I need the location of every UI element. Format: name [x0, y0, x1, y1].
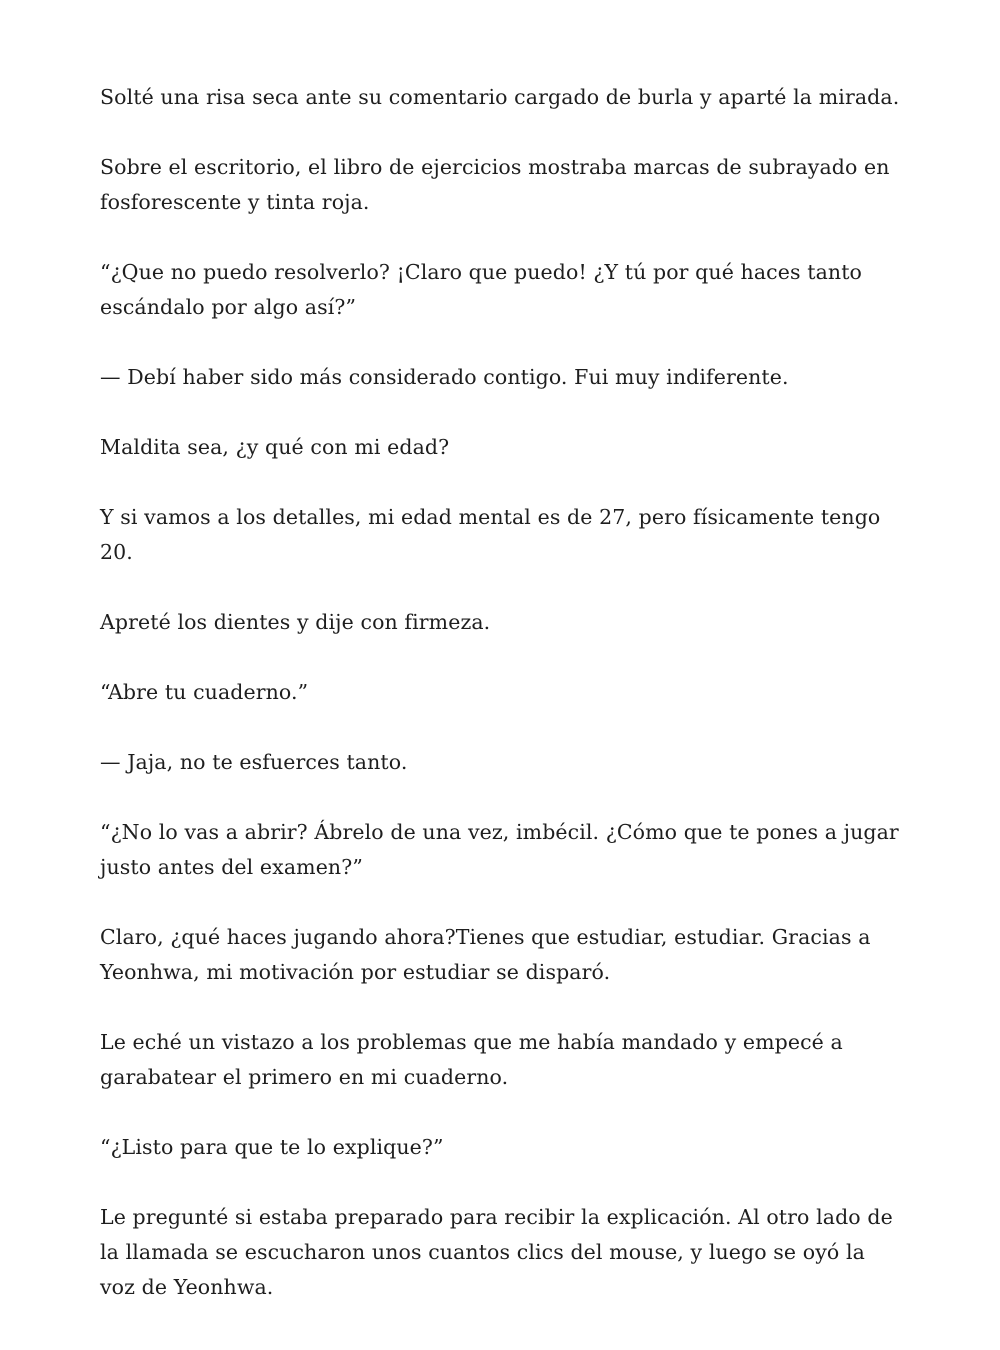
paragraph-10: “¿No lo vas a abrir? Ábrelo de una vez, imbécil. ¿Cómo que te pones a jugar justo antes del examen?” [100, 820, 899, 879]
paragraph-9: — Jaja, no te esfuerces tanto. [100, 750, 408, 774]
paragraph-12: Le eché un vistazo a los problemas que me había mandado y empecé a garabatear el primero en mi cuaderno. [100, 1030, 843, 1089]
paragraph-3: “¿Que no puedo resolverlo? ¡Claro que puedo! ¿Y tú por qué haces tanto escándalo por algo así?” [100, 260, 862, 319]
paragraph-7: Apreté los dientes y dije con firmeza. [100, 610, 491, 634]
document-page [100, 80, 900, 1340]
paragraph-13: “¿Listo para que te lo explique?” [100, 1135, 444, 1159]
paragraph-14: Le pregunté si estaba preparado para recibir la explicación. Al otro lado de la llamada se escucharon unos cuantos clics del mouse, y luego se oyó la voz de Yeonhwa. [100, 1205, 893, 1299]
paragraph-2: Sobre el escritorio, el libro de ejercicios mostraba marcas de subrayado en fosforescente y tinta roja. [100, 155, 890, 214]
paragraph-5: Maldita sea, ¿y qué con mi edad? [100, 435, 450, 459]
paragraph-1: Solté una risa seca ante su comentario cargado de burla y aparté la mirada. [100, 85, 900, 109]
paragraph-8: “Abre tu cuaderno.” [100, 680, 309, 704]
paragraph-4: — Debí haber sido más considerado contigo. Fui muy indiferente. [100, 365, 789, 389]
paragraph-6: Y si vamos a los detalles, mi edad mental es de 27, pero físicamente tengo 20. [100, 505, 881, 564]
paragraph-11: Claro, ¿qué haces jugando ahora?Tienes que estudiar, estudiar. Gracias a Yeonhwa, mi motivación por estudiar se disparó. [100, 925, 871, 984]
